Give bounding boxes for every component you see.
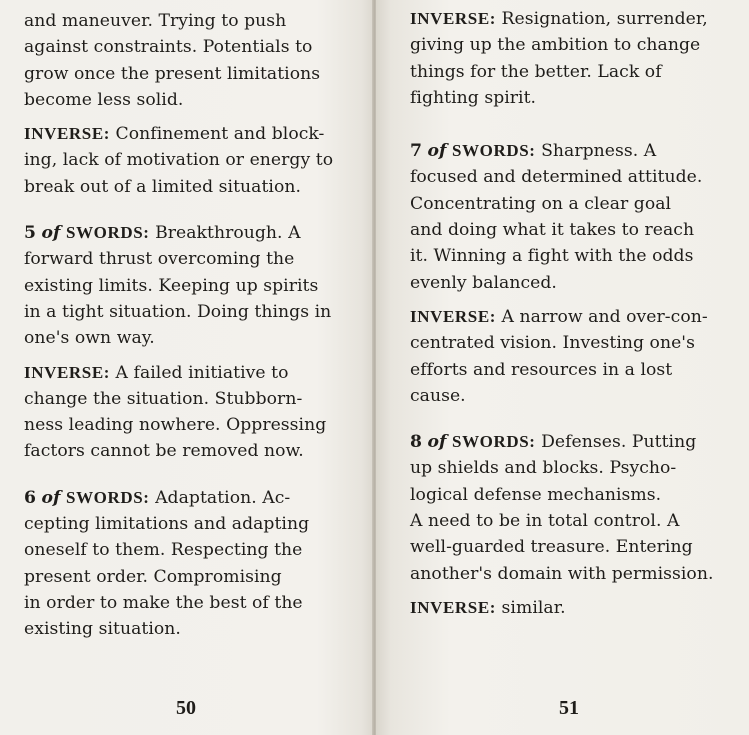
page-number: 51 <box>559 697 579 719</box>
right-page <box>376 0 749 735</box>
text-line <box>410 6 749 32</box>
text-line: fighting spirit. <box>410 87 537 108</box>
text-line: ness leading nowhere. Oppressing <box>24 415 327 436</box>
text-line <box>24 220 364 246</box>
text-run: Sharpness. A <box>535 141 657 162</box>
text-line <box>24 360 364 386</box>
text-line: oneself to them. Respecting the <box>24 540 303 561</box>
card-number: 7 <box>410 141 423 162</box>
text-line <box>24 121 364 147</box>
text-line: against constraints. Potentials to <box>24 37 313 58</box>
text-line: things for the better. Lack of <box>410 61 662 82</box>
text-line: existing limits. Keeping up spirits <box>24 275 319 296</box>
paragraph <box>410 429 749 587</box>
paragraph <box>410 304 749 409</box>
text-line: and doing what it takes to reach <box>410 220 695 241</box>
card-number: 5 <box>24 223 37 244</box>
inverse-label: INVERSE: <box>410 9 497 28</box>
text-line <box>410 138 749 164</box>
card-of: of <box>41 223 61 244</box>
paragraph <box>410 6 749 111</box>
paragraph <box>24 220 364 351</box>
left-page-text <box>24 8 364 643</box>
text-line: giving up the ambition to change <box>410 35 701 56</box>
text-line: and maneuver. Trying to push <box>24 11 287 31</box>
text-line: well-guarded treasure. Entering <box>410 537 693 558</box>
text-line: one's own way. <box>24 328 155 349</box>
paragraph <box>24 121 364 200</box>
text-line: cepting limitations and adapting <box>24 514 310 535</box>
text-line: A need to be in total control. A <box>410 511 680 532</box>
card-number: 6 <box>24 487 37 508</box>
card-of: of <box>427 141 447 162</box>
inverse-label: INVERSE: <box>24 124 111 144</box>
text-line: ing, lack of motivation or energy to <box>24 150 334 171</box>
paragraph <box>410 138 749 296</box>
text-line: it. Winning a fight with the odds <box>410 246 694 267</box>
left-page <box>0 0 373 735</box>
text-line: centrated vision. Investing one's <box>410 333 695 354</box>
card-of: of <box>41 487 61 508</box>
text-line: in a tight situation. Doing things in <box>24 301 332 322</box>
paragraph <box>24 8 364 113</box>
text-run: Resignation, surrender, <box>496 9 708 29</box>
text-line: existing situation. <box>24 619 181 640</box>
text-line: break out of a limited situation. <box>24 176 301 197</box>
text-line: in order to make the best of the <box>24 592 303 613</box>
card-number: 8 <box>410 432 423 453</box>
paragraph <box>24 485 364 643</box>
text-line: factors cannot be removed now. <box>24 441 304 462</box>
text-line <box>410 304 749 330</box>
text-run: similar. <box>496 597 566 618</box>
card-of: of <box>427 432 447 453</box>
text-line: forward thrust overcoming the <box>24 249 295 270</box>
text-line: evenly balanced. <box>410 272 557 293</box>
text-line: become less solid. <box>24 89 184 110</box>
text-line: focused and determined attitude. <box>410 167 703 188</box>
text-run: Confinement and block- <box>110 124 325 145</box>
card-suit: SWORDS: <box>452 141 536 161</box>
card-suit: SWORDS: <box>452 432 536 452</box>
inverse-label: INVERSE: <box>410 597 497 617</box>
card-suit: SWORDS: <box>66 223 150 243</box>
text-run: Adaptation. Ac- <box>149 487 291 508</box>
text-line: efforts and resources in a lost <box>410 359 673 380</box>
inverse-label: INVERSE: <box>410 306 497 326</box>
right-page-text <box>410 6 749 621</box>
text-line: Concentrating on a clear goal <box>410 193 672 214</box>
text-line: up shields and blocks. Psycho- <box>410 458 677 479</box>
text-run: Defenses. Putting <box>535 432 697 453</box>
text-line: grow once the present limitations <box>24 63 321 84</box>
card-suit: SWORDS: <box>66 487 150 507</box>
inverse-label: INVERSE: <box>24 362 111 382</box>
paragraph <box>24 360 364 465</box>
text-line: cause. <box>410 385 466 406</box>
page-number: 50 <box>176 697 196 719</box>
text-line <box>410 429 749 455</box>
text-run: A narrow and over-con- <box>496 306 708 327</box>
text-line <box>24 485 364 511</box>
text-line: present order. Compromising <box>24 566 282 587</box>
text-line: another's domain with permission. <box>410 563 714 584</box>
paragraph <box>410 595 749 621</box>
text-run: A failed initiative to <box>110 362 289 383</box>
text-line: change the situation. Stubborn- <box>24 388 303 409</box>
text-line: logical defense mechanisms. <box>410 484 662 505</box>
text-run: Breakthrough. A <box>149 223 301 244</box>
text-line <box>410 595 749 621</box>
